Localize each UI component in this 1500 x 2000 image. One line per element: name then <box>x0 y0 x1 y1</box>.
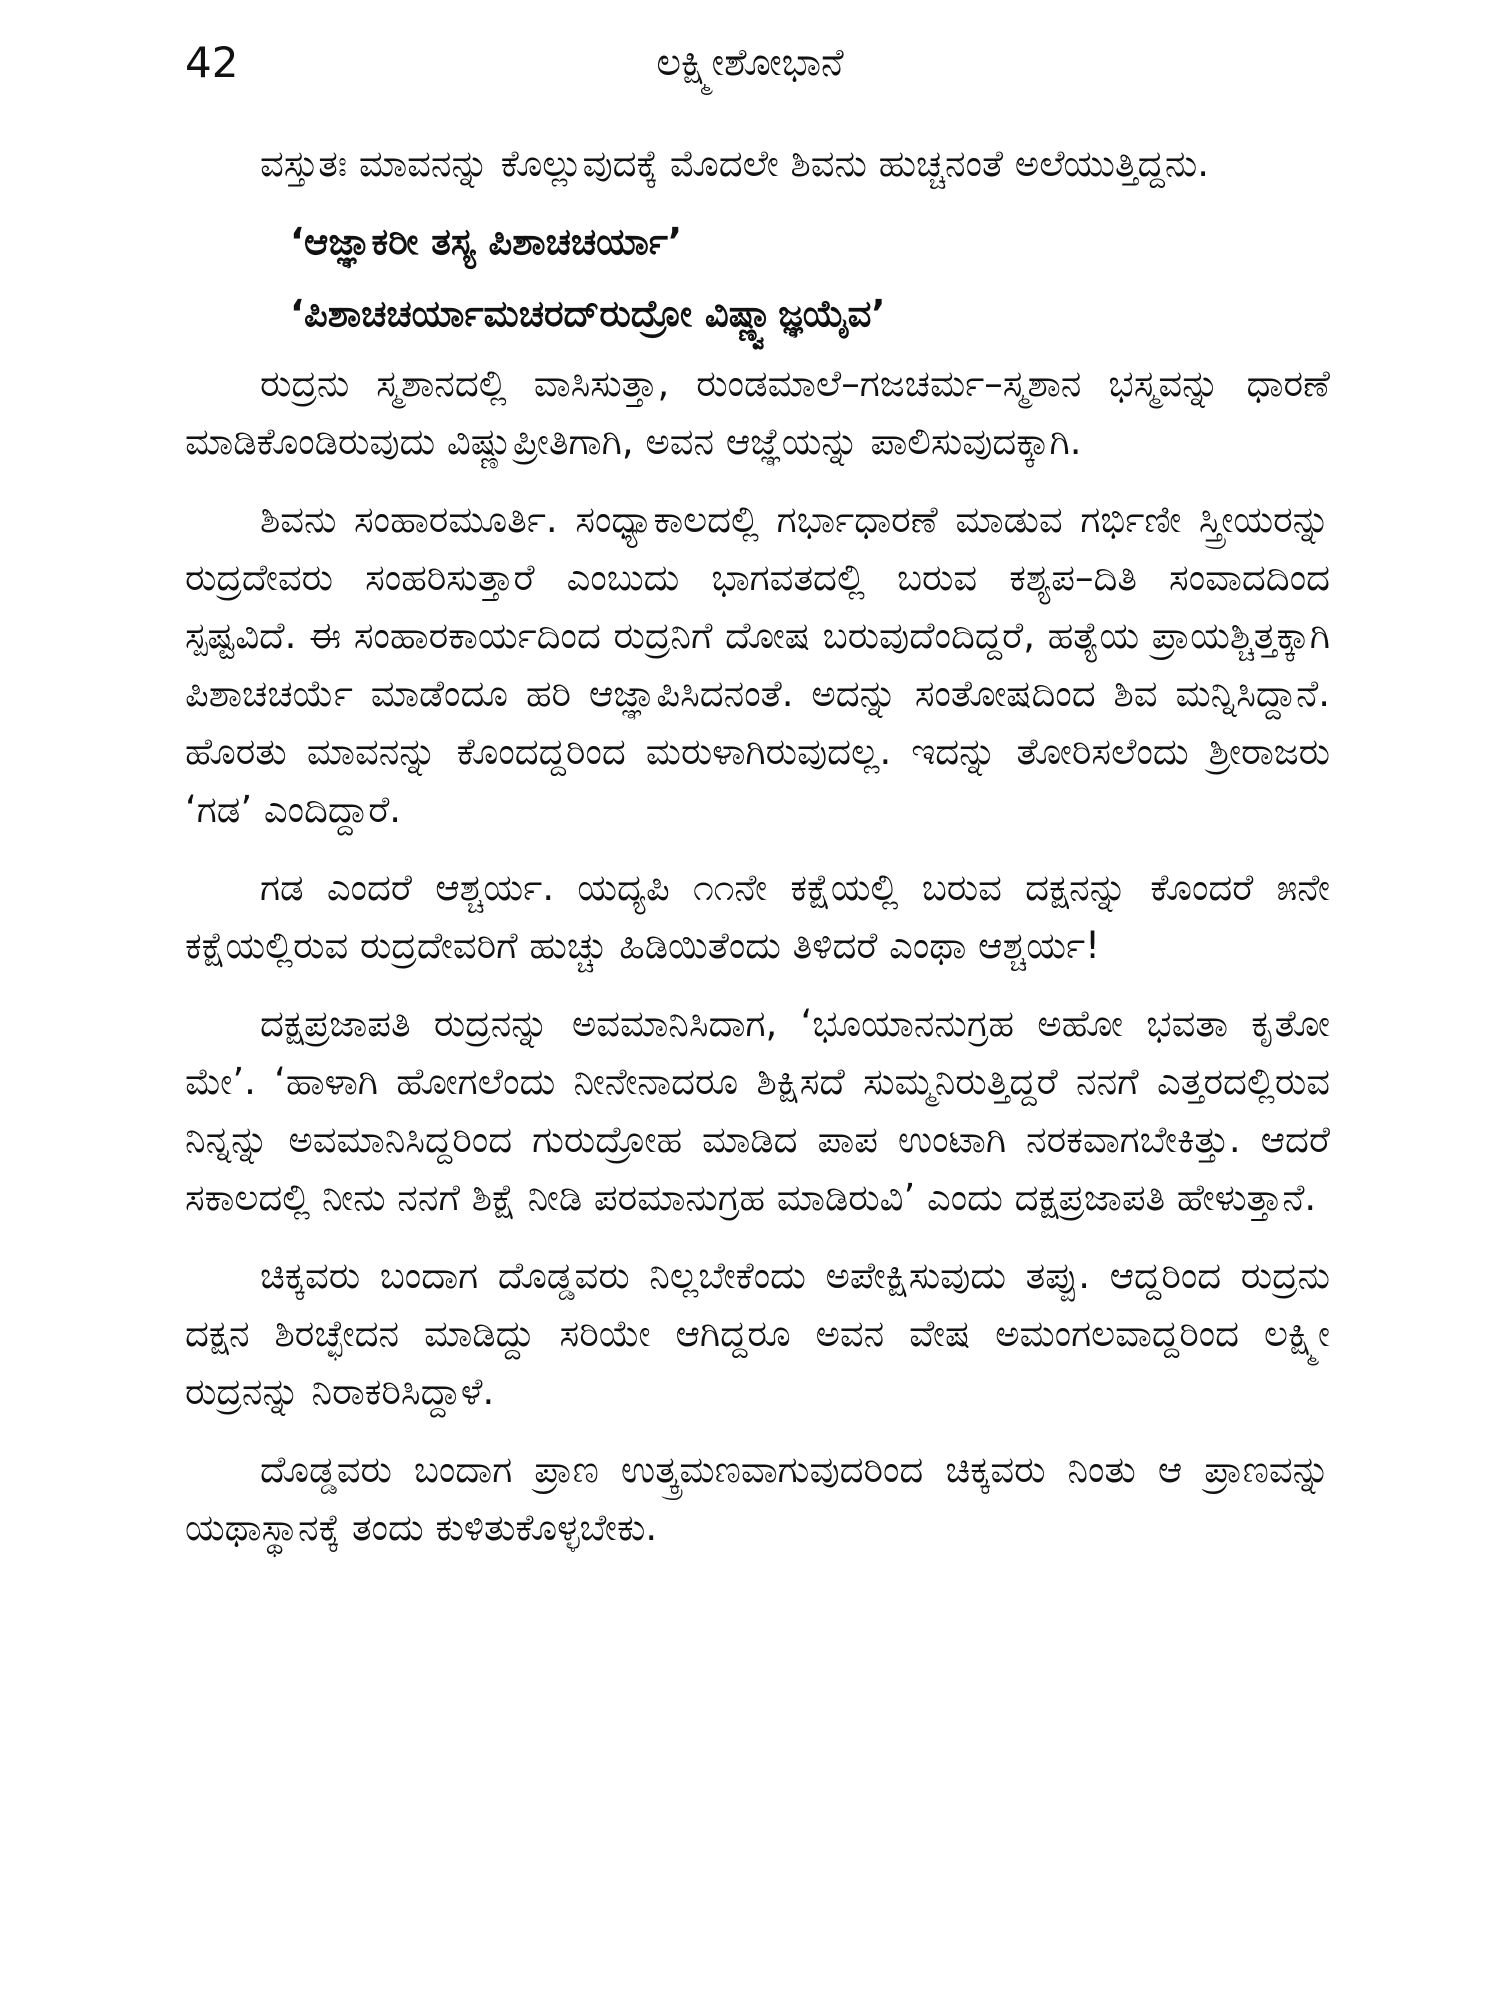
paragraph-5: ದಕ್ಷಪ್ರಜಾಪತಿ ರುದ್ರನನ್ನು ಅವಮಾನಿಸಿದಾಗ, ‘ಭೂಯಾನನುಗ್ರಹ ಅಹೋ ಭವತಾ ಕೃತೋ ಮೇ’. ‘ಹಾಳಾಗಿ ಹೋಗಲೆಂದು ನೀನೇನಾದರೂ ಶಿಕ್ಷಿಸದೆ ಸುಮ್ಮನಿರುತ್ತಿದ್ದರೆ ನನಗೆ ಎತ್ತರದಲ್ಲಿರುವ ನಿನ್ನನ್ನು ಅವಮಾನಿಸಿದ್ದರಿಂದ ಗುರುದ್ರೋಹ ಮಾಡಿದ ಪಾಪ ಉಂಟಾಗಿ ನರಕವಾಗಬೇಕಿತ್ತು. ಆದರೆ ಸಕಾಲದಲ್ಲಿ ನೀನು ನನಗೆ ಶಿಕ್ಷೆ ನೀಡಿ ಪರಮಾನುಗ್ರಹ ಮಾಡಿರುವಿ’ ಎಂದು ದಕ್ಷಪ್ರಜಾಪತಿ ಹೇಳುತ್ತಾನೆ. <box>185 1002 1330 1219</box>
paragraph-4: ಗಡ ಎಂದರೆ ಆಶ್ಚರ್ಯ. ಯದ್ಯಪಿ ೧೧ನೇ ಕಕ್ಷೆಯಲ್ಲಿ ಬರುವ ದಕ್ಷನನ್ನು ಕೊಂದರೆ ೫ನೇ ಕಕ್ಷೆಯಲ್ಲಿರುವ ರುದ್ರದೇವರಿಗೆ ಹುಚ್ಚು ಹಿಡಿಯಿತೆಂದು ತಿಳಿದರೆ ಎಂಥಾ ಆಶ್ಚರ್ಯ! <box>185 866 1330 967</box>
page-body <box>185 135 1330 1557</box>
paragraph-1: ವಸ್ತುತಃ ಮಾವನನ್ನು ಕೊಲ್ಲುವುದಕ್ಕೆ ಮೊದಲೇ ಶಿವನು ಹುಚ್ಚನಂತೆ ಅಲೆಯುತ್ತಿದ್ದನು. <box>260 142 1209 185</box>
paragraph-3: ಶಿವನು ಸಂಹಾರಮೂರ್ತಿ. ಸಂಧ್ಯಾಕಾಲದಲ್ಲಿ ಗರ್ಭಾಧಾರಣೆ ಮಾಡುವ ಗರ್ಭಿಣೀ ಸ್ತ್ರೀಯರನ್ನು ರುದ್ರದೇವರು ಸಂಹರಿಸುತ್ತಾರೆ ಎಂಬುದು ಭಾಗವತದಲ್ಲಿ ಬರುವ ಕಶ್ಯಪ–ದಿತಿ ಸಂವಾದದಿಂದ ಸ್ಪಷ್ಟವಿದೆ. ಈ ಸಂಹಾರಕಾರ್ಯದಿಂದ ರುದ್ರನಿಗೆ ದೋಷ ಬರುವುದೆಂದಿದ್ದರೆ, ಹತ್ಯೆಯ ಪ್ರಾಯಶ್ಚಿತ್ತಕ್ಕಾಗಿ ಪಿಶಾಚಚರ್ಯೆ ಮಾಡೆಂದೂ ಹರಿ ಆಜ್ಞಾಪಿಸಿದನಂತೆ. ಅದನ್ನು ಸಂತೋಷದಿಂದ ಶಿವ ಮನ್ನಿಸಿದ್ದಾನೆ. ಹೊರತು ಮಾವನನ್ನು ಕೊಂದದ್ದರಿಂದ ಮರುಳಾಗಿರುವುದಲ್ಲ. ಇದನ್ನು ತೋರಿಸಲೆಂದು ಶ್ರೀರಾಜರು ‘ಗಡ’ ಎಂದಿದ್ದಾರೆ. <box>185 498 1330 831</box>
verse-line-1: ‘ಆಜ್ಞಾಕರೀ ತಸ್ಯ ಪಿಶಾಚಚರ್ಯಾ’ <box>290 220 683 263</box>
paragraph-7: ದೊಡ್ಡವರು ಬಂದಾಗ ಪ್ರಾಣ ಉತ್ಕ್ರಮಣವಾಗುವುದರಿಂದ ಚಿಕ್ಕವರು ನಿಂತು ಆ ಪ್ರಾಣವನ್ನು ಯಥಾಸ್ಥಾನಕ್ಕೆ ತಂದು ಕುಳಿತುಕೊಳ್ಳಬೇಕು. <box>185 1448 1330 1549</box>
running-title: ಲಕ್ಷ್ಮೀಶೋಭಾನೆ <box>656 40 844 84</box>
paragraph-6: ಚಿಕ್ಕವರು ಬಂದಾಗ ದೊಡ್ಡವರು ನಿಲ್ಲಬೇಕೆಂದು ಅಪೇಕ್ಷಿಸುವುದು ತಪ್ಪು. ಆದ್ದರಿಂದ ರುದ್ರನು ದಕ್ಷನ ಶಿರಚ್ಛೇದನ ಮಾಡಿದ್ದು ಸರಿಯೇ ಆಗಿದ್ದರೂ ಅವನ ವೇಷ ಅಮಂಗಲವಾದ್ದರಿಂದ ಲಕ್ಷ್ಮೀ ರುದ್ರನನ್ನು ನಿರಾಕರಿಸಿದ್ದಾಳೆ. <box>185 1254 1330 1413</box>
page-number: 42 <box>185 38 239 87</box>
paragraph-2: ರುದ್ರನು ಸ್ಮಶಾನದಲ್ಲಿ ವಾಸಿಸುತ್ತಾ, ರುಂಡಮಾಲೆ–ಗಜಚರ್ಮ–ಸ್ಮಶಾನ ಭಸ್ಮವನ್ನು ಧಾರಣೆ ಮಾಡಿಕೊಂಡಿರುವುದು ವಿಷ್ಣುಪ್ರೀತಿಗಾಗಿ, ಅವನ ಆಜ್ಞೆಯನ್ನು ಪಾಲಿಸುವುದಕ್ಕಾಗಿ. <box>185 362 1330 463</box>
verse-block <box>185 213 1330 343</box>
verse-line-2: ‘ಪಿಶಾಚಚರ್ಯಾಮಚರದ್‌ರುದ್ರೋ ವಿಷ್ಣ್ವಾಜ್ಞಯೈವ’ <box>290 292 886 335</box>
